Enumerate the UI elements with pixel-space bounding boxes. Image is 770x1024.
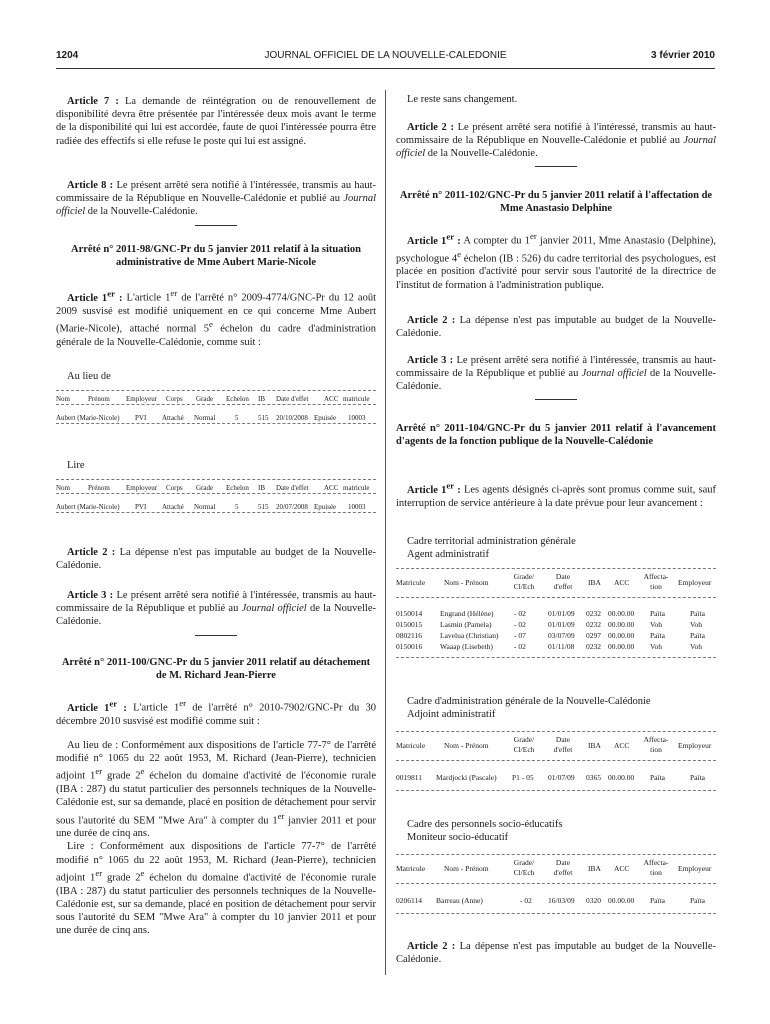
separator [535,166,577,167]
table-row: 0150016 Waaap (Lisebeth) - 02 01/11/08 0232 00.00.00 Voh Voh [396,642,702,651]
table-row: 0150015 Lasmin (Pamela) - 02 01/01/09 0232 00.00.00 Voh Voh [396,620,702,629]
section-adjoint-administratif-heading: Cadre d'administration générale de la Nouvelle-Calédonie Adjoint administratif [407,696,651,721]
table-row: 0206114 Barreau (Anne) - 02 16/03/09 0320 00.00.00 Païta Païta [396,896,705,905]
section-agent-administratif-heading: Cadre territorial administration générale Agent administratif [407,536,576,561]
page-header [56,50,715,64]
adjoint-administratif-table [396,731,716,791]
arrete-98-title: Arrêté n° 2011-98/GNC-Pr du 5 janvier 2011 relatif à la situation administrative de Mme Aubert Marie-Nicole [70,244,361,269]
arrete-102-title: Arrêté n° 2011-102/GNC-Pr du 5 janvier 2011 relatif à l'affectation de Mme Anastasio Delphine [399,190,713,215]
arrete-102-article-3: Article 3 : Le présent arrêté sera notifié à l'intéressée, transmis au haut-commissaire de la République et publié au Journal officiel de la Nouvelle-Calédonie. [396,354,716,400]
issue-date: 3 février 2010 [651,50,715,61]
lire-label: Lire [67,460,85,471]
arrete-100-au-lieu-de: Au lieu de : Conformément aux dispositions de l'article 77-7° de l'arrêté modifié n° 1065 du 22 août 1953, M. Richard (Jean-Pierre), technicien adjoint 1er grade 2e échelon du domaine d'activité de l'économie rurale (IBA : 287) du statut particulier des personnels techniques de la Nouvelle-Calédonie est, sur sa demande, placé en position de détachement pour servir sous l'autorité du SEM "Mwe Ara" à compter du 1er janvier 2011 et pour une durée de cinq ans. Lire : Conformément aux dispositions de l'article 77-7° de l'arrêté modifié n° 1065 du 22 août 1953, M. Richard (Jean-Pierre), technicien adjoint 1er grade 2e échelon du domaine d'activité de l'économie rurale (IBA : 287) du statut particulier des personnels techniques de la Nouvelle-Calédonie est, sur sa demande, placé en position de détachement pour servir sous l'autorité du SEM "Mwe Ara" à compter du 10 janvier 2011 et pour une durée de cinq ans. [56,740,377,937]
header-rule [56,68,715,69]
arrete-98-article-3: Article 3 : Le présent arrêté sera notifié à l'intéressée, transmis au haut-commissaire de la République et publié au Journal officiel de la Nouvelle-Calédonie. [56,589,376,636]
moniteur-socio-educatif-table [396,854,716,914]
au-lieu-de-label: Au lieu de [67,371,111,382]
reste-sans-changement: Le reste sans changement. [407,94,518,105]
page-number: 1204 [56,50,79,61]
arrete-98-article-1: Article 1er : L'article 1er de l'arrêté n° 2009-4774/GNC-Pr du 12 août 2009 susvisé est modifié uniquement en ce qui concerne Mme Aubert (Marie-Nicole), attaché normal 5e échelon du cadre d'administration générale de la Nouvelle-Calédonie, comme suit : [56,288,376,348]
arrete-104-article-1: Article 1er : Les agents désignés ci-après sont promus comme suit, sauf interruption de service antérieure à la date prévue pour leur avancement : [396,480,716,509]
table-header-row: Nom Prénom Employeur Corps Grade Echelon IB Date d'effet ACC matricule [56,484,370,492]
arrete-100-article-1: Article 1er : L'article 1er de l'arrêté n° 2010-7902/GNC-Pr du 30 décembre 2010 susvisé est modifié comme suit : [56,698,376,727]
arrete-102-article-2: Article 2 : La dépense n'est pas imputable au budget de la Nouvelle-Calédonie. [396,315,716,340]
journal-title: JOURNAL OFFICIEL DE LA NOUVELLE-CALEDONIE [264,50,507,61]
table-row: 0802116 Lavelua (Christian) - 07 03/07/09 0297 00.00.00 Païta Païta [396,631,705,640]
article-8: Article 8 : Le présent arrêté sera notifié à l'intéressée, transmis au haut-commissaire de la République en Nouvelle-Calédonie et publié au Journal officiel de la Nouvelle-Calédonie. [56,179,376,226]
table-header-row: Matricule Nom - Prénom Grade/ Cl/Ech Date d'effet IBA ACC Affecta- tion Employeur [396,858,712,877]
arrete-100-title: Arrêté n° 2011-100/GNC-Pr du 5 janvier 2011 relatif au détachement de M. Richard Jean-Pierre [61,657,371,682]
arrete-98-article-2: Article 2 : La dépense n'est pas imputable au budget de la Nouvelle-Calédonie. [56,547,376,572]
separator [535,399,577,400]
lire-table [56,479,376,513]
arrete-102-article-1: Article 1er : A compter du 1er janvier 2011, Mme Anastasio (Delphine), psychologue 4e échelon (IB : 526) du cadre territorial des psychologues, est placée en position d'activité pour servir sous l'autorité de la directrice de l'institut de formation à l'administration publique. [396,231,716,291]
agent-administratif-table [396,568,716,658]
separator [195,635,237,636]
table-row: Aubert (Marie-Nicole) PVI Attaché Normal 5 515 20/07/2008 Epuisée 10003 [56,503,366,511]
table-row: 0019811 Mardjocki (Pascale) P1 - 05 01/07/09 0365 00.00.00 Païta Païta [396,773,705,782]
arrete-104-article-2: Article 2 : La dépense n'est pas imputable au budget de la Nouvelle-Calédonie. [396,941,716,966]
article-7: Article 7 : La demande de réintégration ou de renouvellement de disponibilité devra être présentée par l'intéressée deux mois avant le terme de la disponibilité qui lui est accordée, faute de quoi l'intéressée pourra être radiée des effectifs si elle refuse le poste qui lui est assigné. [56,96,376,147]
separator [195,225,237,226]
au-lieu-de-table [56,390,376,424]
arrete-100-article-2: Article 2 : Le présent arrêté sera notifié à l'intéressé, transmis au haut-commissaire de la République en Nouvelle-Calédonie et publié au Journal officiel de la Nouvelle-Calédonie. [396,121,716,167]
table-header-row: Nom Prénom Employeur Corps Grade Echelon IB Date d'effet ACC matricule [56,395,370,403]
section-moniteur-socio-educatif-heading: Cadre des personnels socio-éducatifs Moniteur socio-éducatif [407,819,563,844]
arrete-104-title: Arrêté n° 2011-104/GNC-Pr du 5 janvier 2011 relatif à l'avancement d'agents de la fonction publique de la Nouvelle-Calédonie [396,423,716,448]
table-row: 0150014 Engrand (Hélène) - 02 01/01/09 0232 00.00.00 Païta Païta [396,609,705,618]
table-row: Aubert (Marie-Nicole) PVI Attaché Normal 5 515 20/10/2008 Epuisée 10003 [56,414,366,422]
table-header-row: Matricule Nom - Prénom Grade/ Cl/Ech Date d'effet IBA ACC Affecta- tion Employeur [396,572,712,591]
table-header-row: Matricule Nom - Prénom Grade/ Cl/Ech Date d'effet IBA ACC Affecta- tion Employeur [396,735,712,754]
column-divider [385,90,386,975]
